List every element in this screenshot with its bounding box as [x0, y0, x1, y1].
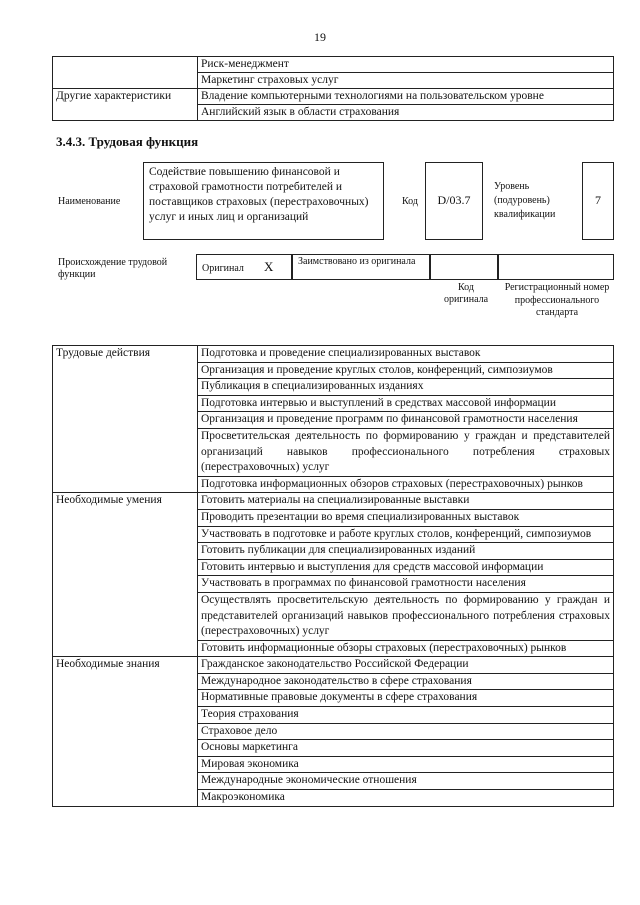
row-value: Готовить публикации для специализированных изданий — [198, 543, 614, 560]
characteristics-table — [52, 56, 614, 121]
row-label: Другие характеристики — [53, 89, 198, 121]
row-value: Организация и проведение круглых столов, конференций, симпозиумов — [198, 362, 614, 379]
row-value: Готовить информационные обзоры страховых (перестраховочных) рынков — [198, 640, 614, 657]
row-value: Организация и проведение программ по финансовой грамотности населения — [198, 412, 614, 429]
row-value: Проводить презентации во время специализированных выставок — [198, 509, 614, 526]
table-row — [53, 89, 614, 105]
original-label: Оригинал — [202, 263, 244, 274]
registration-number-label: Регистрационный номер профессионального стандарта — [504, 282, 610, 318]
row-value: Готовить интервью и выступления для средств массовой информации — [198, 559, 614, 576]
row-value: Международное законодательство в сфере страхования — [198, 673, 614, 690]
row-value: Подготовка и проведение специализированных выставок — [198, 346, 614, 363]
row-value: Просветительская деятельность по формированию у граждан и представителей организаций навыков профессионального потребления страховых (перестраховочных) услуг — [198, 428, 614, 476]
row-value: Участвовать в подготовке и работе круглых столов, конференций, симпозиумов — [198, 526, 614, 543]
borrowed-label: Заимствовано из оригинала — [298, 256, 416, 267]
origin-reg-number-cell — [498, 254, 614, 280]
table-row — [53, 346, 614, 363]
row-label — [53, 57, 198, 89]
row-value: Участвовать в программах по финансовой грамотности населения — [198, 576, 614, 593]
original-code-label: Код оригинала — [443, 282, 489, 305]
table-row — [53, 57, 614, 73]
section-heading: 3.4.3. Трудовая функция — [56, 134, 199, 149]
row-value: Гражданское законодательство Российской Федерации — [198, 657, 614, 674]
origin-label: Происхождение трудовой функции — [58, 257, 168, 280]
qualification-level-label — [494, 180, 578, 222]
labor-actions-label: Трудовые действия — [53, 346, 198, 493]
original-mark: X — [264, 259, 274, 274]
row-value: Риск-менеджмент — [198, 57, 614, 73]
qualification-level-label-text: Уровень (подуровень) квалификации — [494, 181, 556, 220]
row-value: Владение компьютерными технологиями на пользовательском уровне — [198, 89, 614, 105]
name-label: Наименование — [58, 196, 121, 207]
qualification-level-value: 7 — [582, 162, 614, 240]
row-value: Публикация в специализированных изданиях — [198, 379, 614, 396]
origin-code-cell — [430, 254, 498, 280]
row-value: Основы маркетинга — [198, 740, 614, 757]
row-value: Мировая экономика — [198, 756, 614, 773]
required-knowledge-label: Необходимые знания — [53, 657, 198, 806]
labor-function-table — [52, 345, 614, 807]
page-number: 19 — [314, 30, 326, 44]
row-value: Международные экономические отношения — [198, 773, 614, 790]
row-value: Английский язык в области страхования — [198, 105, 614, 121]
row-value: Подготовка интервью и выступлений в средствах массовой информации — [198, 395, 614, 412]
row-value: Страховое дело — [198, 723, 614, 740]
function-name-value: Содействие повышению финансовой и страховой грамотности потребителей и поставщиков страховых (перестраховочных) услуг и иных лиц и организаций — [143, 162, 384, 240]
required-skills-label: Необходимые умения — [53, 493, 198, 657]
row-value: Теория страхования — [198, 707, 614, 724]
row-value: Макроэкономика — [198, 790, 614, 807]
row-value: Маркетинг страховых услуг — [198, 73, 614, 89]
table-row — [53, 657, 614, 674]
row-value: Готовить материалы на специализированные выставки — [198, 493, 614, 510]
row-value: Нормативные правовые документы в сфере страхования — [198, 690, 614, 707]
function-code-value: D/03.7 — [425, 162, 483, 240]
row-value: Подготовка информационных обзоров страховых (перестраховочных) рынков — [198, 476, 614, 493]
row-value: Осуществлять просветительскую деятельность по формированию у граждан и представителей организаций навыков профессионального потребления страховых (перестраховочных) услуг — [198, 592, 614, 640]
table-row — [53, 493, 614, 510]
code-label: Код — [402, 196, 418, 207]
